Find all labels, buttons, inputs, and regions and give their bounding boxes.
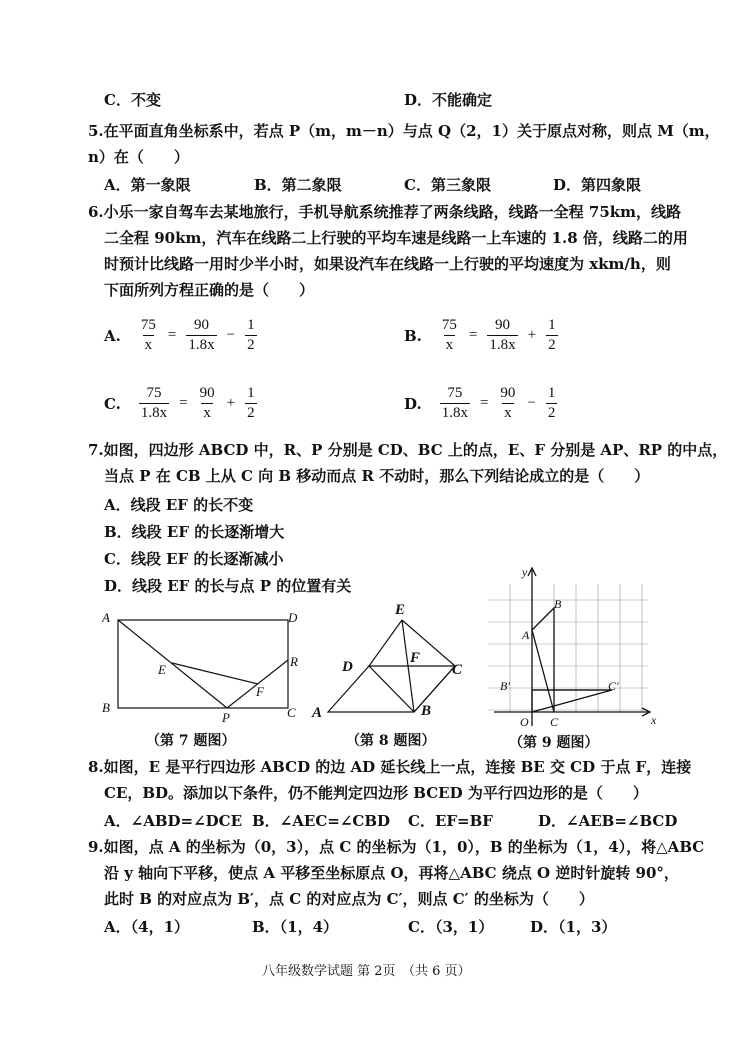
q5-option-a[interactable]: A．第一象限 <box>104 176 191 194</box>
figure-7-diagram <box>96 602 310 730</box>
q7-stem-line2: 当点 P 在 CB 上从 C 向 B 移动而点 R 不动时，那么下列结论成立的是（ ） <box>104 467 650 485</box>
fig8-segment-db <box>369 666 414 712</box>
q7-option-b[interactable]: B．线段 EF 的长逐渐增大 <box>104 523 285 541</box>
q6-c-mid-numerator: 90 <box>199 385 215 401</box>
q6-a-right-numerator: 1 <box>247 317 255 333</box>
q9-option-a[interactable]: A．（4，1） <box>104 918 190 936</box>
q6-option-c[interactable] <box>104 384 261 423</box>
fig9-label-a: A <box>522 628 530 642</box>
q6-option-b[interactable] <box>404 316 562 355</box>
q6-b-sign: + <box>527 327 537 343</box>
q5-stem-line2: n）在（ ） <box>88 148 189 166</box>
q6-option-c-label: C. <box>104 394 121 413</box>
fig7-label-c: C <box>287 705 296 720</box>
q6-d-sign: − <box>527 395 536 411</box>
fig7-label-d: D <box>288 610 298 625</box>
q6-a-left-numerator: 75 <box>140 317 156 333</box>
q6-c-left-denominator: 1.8x <box>140 405 168 421</box>
q6-d-mid-denominator: x <box>504 405 512 421</box>
q6-d-equals: = <box>479 395 489 411</box>
fig9-triangle-abc <box>532 608 554 712</box>
figure-8-caption: （第 8 题图） <box>346 733 436 749</box>
q6-c-left-numerator: 75 <box>146 385 162 401</box>
q5-option-d[interactable]: D．第四象限 <box>553 176 642 194</box>
q6-a-mid-numerator: 90 <box>193 317 209 333</box>
q4-option-d[interactable]: D．不能确定 <box>404 91 493 109</box>
figure-9-caption: （第 9 题图） <box>509 735 599 751</box>
q6-option-a-label: A. <box>104 326 121 345</box>
q6-a-equals: = <box>167 327 177 343</box>
fig7-label-a: A <box>102 610 110 625</box>
q6-a-left-denominator: x <box>144 337 153 353</box>
fig9-label-b: B <box>554 597 562 611</box>
figure-9-diagram <box>488 560 664 732</box>
q6-c-right-numerator: 1 <box>247 385 255 401</box>
q6-a-sign: − <box>226 327 236 343</box>
figure-7-caption: （第 7 题图） <box>146 733 236 749</box>
q8-option-b[interactable]: B．∠AEC=∠CBD <box>252 812 391 830</box>
q5-stem-line1: 5.在平面直角坐标系中，若点 P（m，m－n）与点 Q（2，1）关于原点对称，则点 M（m， <box>88 122 720 140</box>
q6-c-sign: + <box>226 395 236 411</box>
q6-option-d-label: D. <box>404 394 422 413</box>
q6-b-right-numerator: 1 <box>548 317 556 333</box>
fig7-label-r: R <box>290 654 298 669</box>
q6-c-equals: = <box>179 395 188 411</box>
fig8-label-a: A <box>312 705 323 721</box>
fig9-label-x: x <box>651 713 657 727</box>
q6-stem-line4: 下面所列方程正确的是（ ） <box>104 281 315 299</box>
fig7-segment-ap <box>118 620 227 708</box>
q6-stem-line1: 6.小乐一家自驾车去某地旅行，手机导航系统推荐了两条线路，线路一全程 75km，线路 <box>88 203 682 221</box>
q6-b-mid-denominator: 1.8x <box>489 337 516 353</box>
q8-stem-line1: 8.如图，E 是平行四边形 ABCD 的边 AD 延长线上一点，连接 BE 交 CD 于点 F，连接 <box>88 758 692 776</box>
fig8-label-e: E <box>395 602 406 618</box>
q6-a-right-denominator: 2 <box>247 337 255 353</box>
q7-option-d[interactable]: D．线段 EF 的长与点 P 的位置有关 <box>104 577 352 595</box>
q8-stem-line2: CE，BD。添加以下条件，仍不能判定四边形 BCED 为平行四边形的是（ ） <box>104 784 648 802</box>
fig7-label-b: B <box>102 700 110 715</box>
q9-option-c[interactable]: C．（3，1） <box>408 918 494 936</box>
fig8-label-c: C <box>452 662 463 678</box>
q6-d-left-denominator: 1.8x <box>441 405 468 421</box>
q7-option-a[interactable]: A．线段 EF 的长不变 <box>104 496 254 514</box>
q9-stem-line1: 9.如图，点 A 的坐标为（0，3），点 C 的坐标为（1，0），B 的坐标为（1，4），将△ABC <box>88 838 705 856</box>
fig7-label-p: P <box>222 710 230 725</box>
q5-option-c[interactable]: C．第三象限 <box>404 176 491 194</box>
fig8-segment-de <box>369 620 402 666</box>
q8-option-c[interactable]: C．EF=BF <box>408 812 493 830</box>
q7-option-c[interactable]: C．线段 EF 的长逐渐减小 <box>104 550 284 568</box>
q6-option-a[interactable] <box>104 316 261 355</box>
q9-option-b[interactable]: B．（1，4） <box>252 918 339 936</box>
q6-c-mid-denominator: x <box>203 405 211 421</box>
q6-option-d[interactable] <box>404 384 561 423</box>
fig9-label-y: y <box>522 565 528 579</box>
q6-b-mid-numerator: 90 <box>495 317 510 333</box>
fig8-label-f: F <box>410 650 421 666</box>
q9-option-d[interactable]: D．（1，3） <box>530 918 617 936</box>
q6-c-right-denominator: 2 <box>247 405 255 421</box>
q6-stem-line3: 时预计比线路一用时少半小时，如果设汽车在线路一上行驶的平均速度为 xkm/h，则 <box>104 255 671 273</box>
fig9-label-o: O <box>520 715 529 729</box>
q6-stem-line2: 二全程 90km，汽车在线路二上行驶的平均车速是线路一上车速的 1.8 倍，线路二的用 <box>104 229 688 247</box>
q7-stem-line1: 7.如图，四边形 ABCD 中，R、P 分别是 CD、BC 上的点，E、F 分别是 AP、RP 的中点， <box>88 441 728 459</box>
fig9-label-c-prime: C′ <box>608 679 619 693</box>
q6-d-right-numerator: 1 <box>547 385 556 401</box>
fig8-label-b: B <box>421 703 432 719</box>
q6-b-right-denominator: 2 <box>548 337 556 353</box>
page-footer: 八年级数学试题 第 2页 （共 6 页） <box>262 964 471 979</box>
q8-option-a[interactable]: A．∠ABD=∠DCE <box>104 812 243 830</box>
q6-a-mid-denominator: 1.8x <box>188 337 215 353</box>
fig7-label-f: F <box>256 684 264 699</box>
fig9-label-c: C <box>550 715 559 729</box>
q6-option-b-label: B. <box>404 326 422 345</box>
q9-stem-line3: 此时 B 的对应点为 B′，点 C 的对应点为 C′，则点 C′ 的坐标为（ ） <box>104 890 594 908</box>
q8-option-d[interactable]: D．∠AEB=∠BCD <box>538 812 678 830</box>
q6-d-right-denominator: 2 <box>547 405 556 421</box>
q4-option-c[interactable]: C．不变 <box>104 91 161 109</box>
fig9-triangle-ob1c1 <box>532 690 612 712</box>
q6-b-left-numerator: 75 <box>441 317 457 333</box>
q6-d-left-numerator: 75 <box>447 385 463 401</box>
figure-8-diagram <box>306 596 476 726</box>
fig8-label-d: D <box>342 659 353 675</box>
fig9-label-b-prime: B′ <box>500 679 510 693</box>
q6-b-equals: = <box>468 327 478 343</box>
q9-stem-line2: 沿 y 轴向下平移，使点 A 平移至坐标原点 O，再将△ABC 绕点 O 逆时针旋转 90°， <box>104 864 679 882</box>
q5-option-b[interactable]: B．第二象限 <box>254 176 342 194</box>
q6-b-left-denominator: x <box>445 337 454 353</box>
q6-d-mid-numerator: 90 <box>500 385 516 401</box>
fig7-label-e: E <box>158 662 166 677</box>
